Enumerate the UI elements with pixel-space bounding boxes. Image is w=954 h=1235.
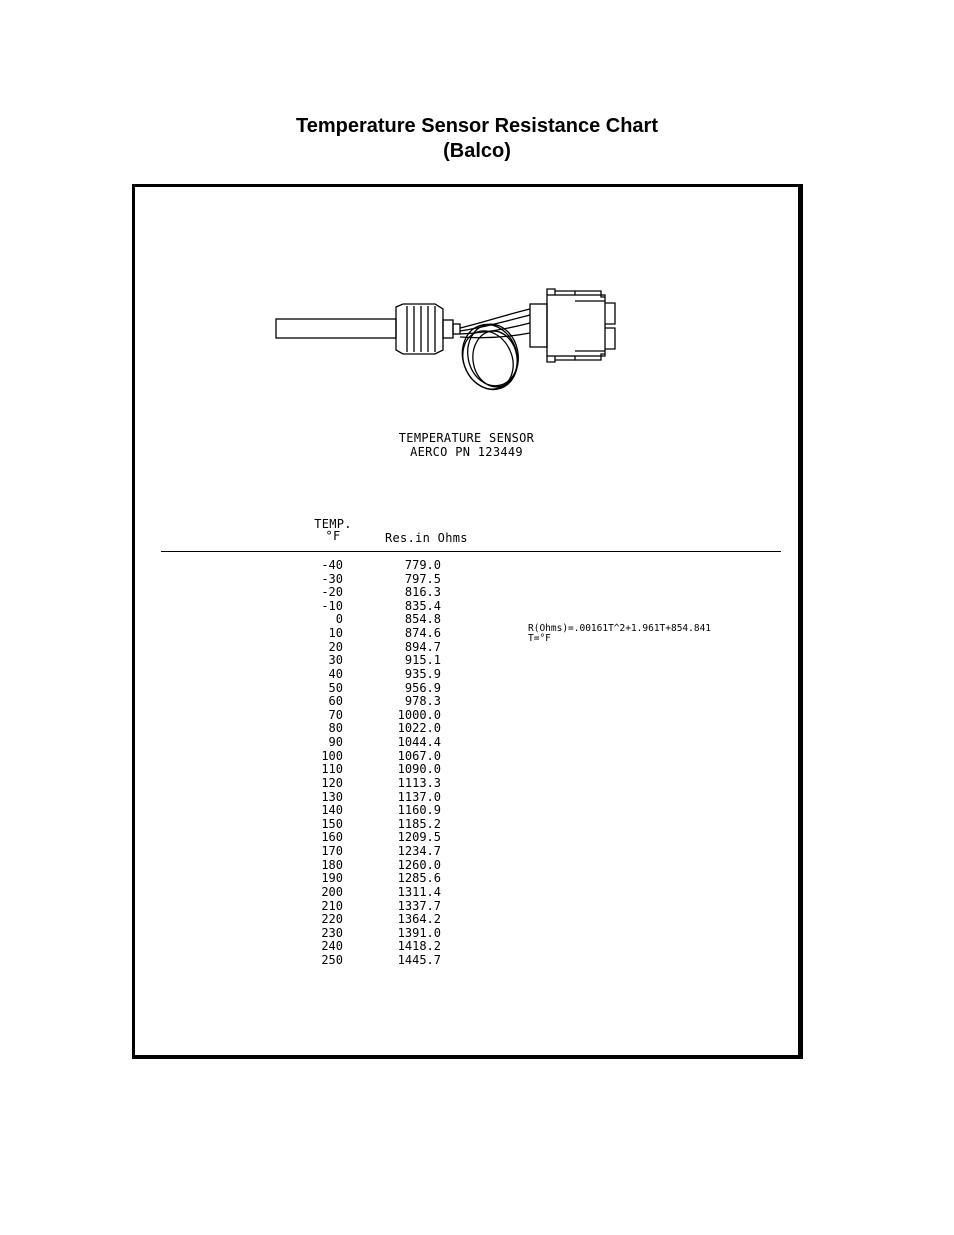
cell-temperature: 230 — [321, 925, 343, 940]
cell-resistance: 1022.0 — [397, 721, 441, 736]
cell-temperature: 200 — [321, 884, 343, 899]
table-row — [135, 859, 798, 873]
cell-temperature: 240 — [321, 939, 343, 954]
cell-resistance: 1260.0 — [397, 857, 441, 872]
cell-resistance: 1209.5 — [397, 830, 441, 845]
page-subtitle: (Balco) — [443, 140, 511, 162]
cell-resistance: 1337.7 — [397, 898, 441, 913]
cell-resistance: 915.1 — [404, 653, 441, 668]
cell-temperature: 60 — [328, 694, 343, 709]
table-row — [135, 927, 798, 941]
cell-resistance: 978.3 — [404, 694, 441, 709]
diagram-caption-line2: AERCO PN 123449 — [410, 445, 523, 459]
resistance-formula — [528, 624, 711, 644]
table-row — [135, 750, 798, 764]
cell-resistance: 1137.0 — [397, 789, 441, 804]
cell-temperature: 40 — [328, 666, 343, 681]
table-row — [135, 695, 798, 709]
cell-temperature: 120 — [321, 775, 343, 790]
cell-resistance: 816.3 — [404, 585, 441, 600]
cell-temperature: 80 — [328, 721, 343, 736]
cell-temperature: -20 — [321, 585, 343, 600]
cell-temperature: 30 — [328, 653, 343, 668]
cell-resistance: 894.7 — [404, 639, 441, 654]
table-row — [135, 831, 798, 845]
cell-temperature: 250 — [321, 952, 343, 967]
table-row — [135, 900, 798, 914]
table-row — [135, 954, 798, 968]
cell-temperature: 0 — [335, 612, 343, 627]
cell-temperature: 190 — [321, 871, 343, 886]
table-row — [135, 763, 798, 777]
cell-temperature: 110 — [321, 762, 343, 777]
table-row — [135, 722, 798, 736]
table-row — [135, 668, 798, 682]
table-row — [135, 573, 798, 587]
table-row — [135, 886, 798, 900]
table-row — [135, 559, 798, 573]
table-row — [135, 940, 798, 954]
table-row — [135, 791, 798, 805]
chart-frame — [132, 184, 803, 1059]
formula-line2: T=°F — [528, 633, 551, 644]
table-row — [135, 600, 798, 614]
cell-resistance: 956.9 — [404, 680, 441, 695]
table-row — [135, 804, 798, 818]
temperature-sensor-drawing-icon — [135, 187, 798, 417]
column-header-temp-unit: °F — [325, 529, 341, 543]
cell-resistance: 1391.0 — [397, 925, 441, 940]
table-row — [135, 872, 798, 886]
cell-temperature: 50 — [328, 680, 343, 695]
cell-resistance: 854.8 — [404, 612, 441, 627]
column-header-resistance: Res.in Ohms — [385, 531, 468, 545]
cell-temperature: 150 — [321, 816, 343, 831]
cell-resistance: 874.6 — [404, 626, 441, 641]
table-row — [135, 736, 798, 750]
cell-temperature: -10 — [321, 598, 343, 613]
header-divider — [161, 551, 781, 552]
cell-resistance: 1285.6 — [397, 871, 441, 886]
cell-temperature: 130 — [321, 789, 343, 804]
table-row — [135, 913, 798, 927]
cell-temperature: 90 — [328, 735, 343, 750]
table-row — [135, 709, 798, 723]
cell-resistance: 1067.0 — [397, 748, 441, 763]
formula-line1: R(Ohms)=.00161T^2+1.961T+854.841 — [528, 623, 712, 634]
cell-resistance: 1445.7 — [397, 952, 441, 967]
cell-temperature: 220 — [321, 912, 343, 927]
cell-temperature: 140 — [321, 803, 343, 818]
cell-resistance: 1185.2 — [397, 816, 441, 831]
cell-temperature: 70 — [328, 707, 343, 722]
cell-temperature: 160 — [321, 830, 343, 845]
table-row — [135, 654, 798, 668]
cell-resistance: 1364.2 — [397, 912, 441, 927]
cell-temperature: 10 — [328, 626, 343, 641]
table-row — [135, 586, 798, 600]
cell-temperature: -40 — [321, 558, 343, 572]
cell-resistance: 779.0 — [404, 558, 441, 572]
cell-resistance: 935.9 — [404, 666, 441, 681]
cell-resistance: 1113.3 — [397, 775, 441, 790]
column-header-temp: TEMP. — [314, 517, 352, 531]
table-row — [135, 818, 798, 832]
cell-resistance: 835.4 — [404, 598, 441, 613]
cell-temperature: 100 — [321, 748, 343, 763]
cell-temperature: 170 — [321, 844, 343, 859]
cell-resistance: 1044.4 — [397, 735, 441, 750]
cell-resistance: 1090.0 — [397, 762, 441, 777]
cell-temperature: -30 — [321, 571, 343, 586]
table-row — [135, 777, 798, 791]
cell-resistance: 1311.4 — [397, 884, 441, 899]
table-row — [135, 682, 798, 696]
cell-resistance: 797.5 — [404, 571, 441, 586]
cell-resistance: 1000.0 — [397, 707, 441, 722]
page-title: Temperature Sensor Resistance Chart — [296, 115, 658, 137]
cell-resistance: 1160.9 — [397, 803, 441, 818]
cell-temperature: 180 — [321, 857, 343, 872]
cell-resistance: 1418.2 — [397, 939, 441, 954]
diagram-caption-line1: TEMPERATURE SENSOR — [398, 431, 535, 445]
table-row — [135, 845, 798, 859]
cell-temperature: 210 — [321, 898, 343, 913]
cell-resistance: 1234.7 — [397, 844, 441, 859]
cell-temperature: 20 — [328, 639, 343, 654]
